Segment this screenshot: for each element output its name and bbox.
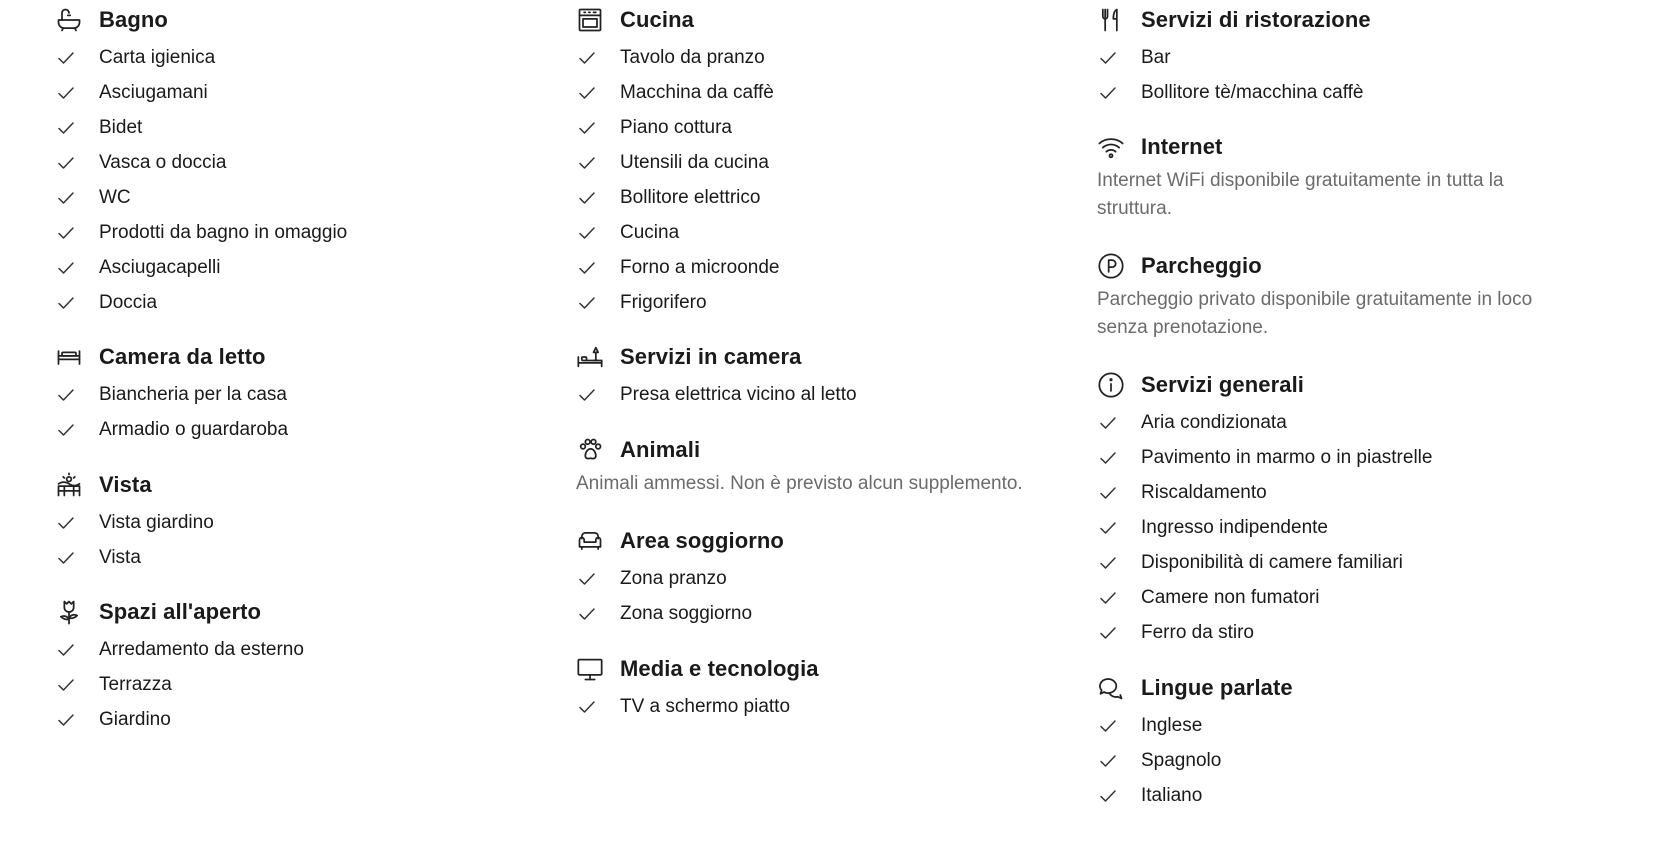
list-item	[576, 561, 1076, 596]
list-item	[576, 110, 1076, 145]
bed-icon	[55, 343, 83, 371]
item-label: Ferro da stiro	[1141, 621, 1254, 643]
section-header	[55, 592, 535, 632]
section-lingue-parlate	[1097, 668, 1577, 813]
section-servizi-in-camera	[576, 337, 1076, 412]
list-item	[1097, 440, 1577, 475]
item-label: TV a schermo piatto	[620, 695, 791, 717]
list-item	[55, 667, 535, 702]
item-label: Vista	[99, 546, 141, 568]
item-list	[576, 377, 1076, 412]
item-label: WC	[99, 186, 131, 208]
check-icon	[55, 512, 77, 534]
section-header	[55, 465, 535, 505]
check-icon	[55, 47, 77, 69]
section-title: Internet	[1141, 134, 1223, 159]
item-list	[1097, 40, 1577, 110]
check-icon	[1097, 47, 1119, 69]
section-title: Lingue parlate	[1141, 675, 1293, 700]
check-icon	[576, 603, 598, 625]
item-label: Vista giardino	[99, 511, 214, 533]
section-media-e-tecnologia	[576, 649, 1076, 724]
section-servizi-generali	[1097, 365, 1577, 650]
fork-knife-icon	[1097, 6, 1125, 34]
check-icon	[576, 152, 598, 174]
item-label: Frigorifero	[620, 291, 707, 313]
list-item	[576, 689, 1076, 724]
check-icon	[1097, 587, 1119, 609]
section-parcheggio	[1097, 246, 1577, 342]
section-title: Spazi all'aperto	[99, 599, 262, 624]
section-header	[1097, 246, 1577, 286]
section-header	[576, 0, 1076, 40]
check-icon	[1097, 412, 1119, 434]
item-label: Zona pranzo	[620, 567, 727, 589]
section-header	[1097, 127, 1577, 167]
list-item	[55, 215, 535, 250]
section-description: Internet WiFi disponibile gratuitamente in tutta la struttura.	[1097, 170, 1504, 219]
list-item	[1097, 475, 1577, 510]
item-list	[55, 632, 535, 737]
list-item	[55, 110, 535, 145]
list-item	[55, 702, 535, 737]
check-icon	[55, 222, 77, 244]
check-icon	[55, 257, 77, 279]
section-title: Animali	[620, 437, 701, 462]
list-item	[576, 180, 1076, 215]
check-icon	[1097, 552, 1119, 574]
room-services-icon	[576, 343, 604, 371]
item-list	[576, 689, 1076, 724]
section-spazi-all-aperto	[55, 592, 535, 737]
section-area-soggiorno	[576, 521, 1076, 631]
list-item	[55, 180, 535, 215]
section-header	[1097, 668, 1577, 708]
parking-icon	[1097, 252, 1125, 280]
section-internet	[1097, 127, 1577, 223]
check-icon	[576, 222, 598, 244]
item-label: Prodotti da bagno in omaggio	[99, 221, 348, 243]
item-label: Giardino	[99, 708, 171, 730]
list-item	[576, 40, 1076, 75]
item-label: Ingresso indipendente	[1141, 516, 1328, 538]
list-item	[55, 505, 535, 540]
section-title: Area soggiorno	[620, 528, 784, 553]
check-icon	[55, 82, 77, 104]
section-description: Animali ammessi. Non è previsto alcun supplemento.	[576, 473, 1023, 494]
section-header	[1097, 365, 1577, 405]
list-item	[55, 40, 535, 75]
check-icon	[1097, 785, 1119, 807]
check-icon	[1097, 715, 1119, 737]
item-label: Armadio o guardaroba	[99, 418, 289, 440]
info-icon	[1097, 371, 1125, 399]
section-title: Cucina	[620, 7, 694, 32]
list-item	[1097, 75, 1577, 110]
list-item	[1097, 708, 1577, 743]
item-label: Pavimento in marmo o in piastrelle	[1141, 446, 1433, 468]
item-label: Forno a microonde	[620, 256, 780, 278]
section-description: Parcheggio privato disponibile gratuitamente in loco senza prenotazione.	[1097, 289, 1533, 338]
section-header	[55, 0, 535, 40]
item-label: Spagnolo	[1141, 749, 1222, 771]
check-icon	[55, 674, 77, 696]
item-list	[1097, 708, 1577, 813]
view-icon	[55, 471, 83, 499]
list-item	[1097, 743, 1577, 778]
list-item	[1097, 510, 1577, 545]
item-list	[576, 561, 1076, 631]
item-label: Biancheria per la casa	[99, 383, 287, 405]
check-icon	[55, 547, 77, 569]
check-icon	[576, 696, 598, 718]
section-header	[576, 521, 1076, 561]
bathtub-icon	[55, 6, 83, 34]
check-icon	[55, 709, 77, 731]
item-label: Riscaldamento	[1141, 481, 1267, 503]
check-icon	[576, 384, 598, 406]
item-label: Vasca o doccia	[99, 151, 227, 173]
wifi-icon	[1097, 133, 1125, 161]
section-vista	[55, 465, 535, 575]
item-label: Asciugamani	[99, 81, 208, 103]
list-item	[55, 285, 535, 320]
list-item	[1097, 615, 1577, 650]
item-label: Aria condizionata	[1141, 411, 1287, 433]
sofa-icon	[576, 527, 604, 555]
item-label: Inglese	[1141, 714, 1203, 736]
item-label: Bollitore tè/macchina caffè	[1141, 81, 1364, 103]
list-item	[1097, 545, 1577, 580]
item-label: Asciugacapelli	[99, 256, 221, 278]
monitor-icon	[576, 655, 604, 683]
item-label: Presa elettrica vicino al letto	[620, 383, 857, 405]
item-label: Bar	[1141, 46, 1171, 68]
check-icon	[576, 292, 598, 314]
item-label: Bollitore elettrico	[620, 186, 761, 208]
list-item	[1097, 778, 1577, 813]
section-header	[576, 430, 1076, 470]
section-title: Bagno	[99, 7, 168, 32]
section-header	[576, 337, 1076, 377]
section-title: Parcheggio	[1141, 253, 1262, 278]
check-icon	[55, 419, 77, 441]
item-list	[1097, 405, 1577, 650]
list-item	[1097, 40, 1577, 75]
list-item	[576, 145, 1076, 180]
list-item	[576, 250, 1076, 285]
list-item	[576, 215, 1076, 250]
item-list	[55, 377, 535, 447]
check-icon	[55, 639, 77, 661]
item-label: Disponibilità di camere familiari	[1141, 551, 1403, 573]
item-label: Arredamento da esterno	[99, 638, 304, 660]
list-item	[576, 596, 1076, 631]
section-animali	[576, 430, 1076, 498]
check-icon	[1097, 517, 1119, 539]
speech-bubbles-icon	[1097, 674, 1125, 702]
section-bagno	[55, 0, 535, 320]
item-label: Carta igienica	[99, 46, 216, 68]
check-icon	[1097, 622, 1119, 644]
check-icon	[1097, 750, 1119, 772]
section-cucina	[576, 0, 1076, 320]
section-title: Camera da letto	[99, 344, 266, 369]
check-icon	[576, 82, 598, 104]
list-item	[55, 145, 535, 180]
section-title: Servizi generali	[1141, 372, 1305, 397]
check-icon	[1097, 82, 1119, 104]
item-list	[55, 40, 535, 320]
check-icon	[576, 568, 598, 590]
item-list	[576, 40, 1076, 320]
list-item	[55, 540, 535, 575]
check-icon	[55, 384, 77, 406]
section-header	[576, 649, 1076, 689]
section-title: Servizi in camera	[620, 344, 802, 369]
check-icon	[55, 292, 77, 314]
paw-icon	[576, 436, 604, 464]
list-item	[55, 250, 535, 285]
flower-icon	[55, 598, 83, 626]
section-header	[55, 337, 535, 377]
check-icon	[576, 257, 598, 279]
item-list	[55, 505, 535, 575]
item-label: Macchina da caffè	[620, 81, 774, 103]
item-label: Italiano	[1141, 784, 1203, 806]
section-header	[1097, 0, 1577, 40]
check-icon	[576, 187, 598, 209]
list-item	[1097, 405, 1577, 440]
item-label: Utensili da cucina	[620, 151, 769, 173]
list-item	[576, 377, 1076, 412]
check-icon	[1097, 447, 1119, 469]
section-servizi-di-ristorazione	[1097, 0, 1577, 110]
section-title: Vista	[99, 472, 152, 497]
item-label: Tavolo da pranzo	[620, 46, 765, 68]
check-icon	[576, 47, 598, 69]
list-item	[55, 75, 535, 110]
list-item	[55, 412, 535, 447]
check-icon	[55, 117, 77, 139]
section-title: Media e tecnologia	[620, 656, 819, 681]
item-label: Zona soggiorno	[620, 602, 753, 624]
check-icon	[55, 187, 77, 209]
section-title: Servizi di ristorazione	[1141, 7, 1371, 32]
item-label: Piano cottura	[620, 116, 732, 138]
check-icon	[576, 117, 598, 139]
oven-icon	[576, 6, 604, 34]
list-item	[576, 285, 1076, 320]
item-label: Cucina	[620, 221, 680, 243]
item-label: Camere non fumatori	[1141, 586, 1320, 608]
item-label: Bidet	[99, 116, 143, 138]
item-label: Doccia	[99, 291, 158, 313]
list-item	[55, 377, 535, 412]
item-label: Terrazza	[99, 673, 172, 695]
list-item	[576, 75, 1076, 110]
section-camera-da-letto	[55, 337, 535, 447]
check-icon	[1097, 482, 1119, 504]
check-icon	[55, 152, 77, 174]
list-item	[1097, 580, 1577, 615]
list-item	[55, 632, 535, 667]
